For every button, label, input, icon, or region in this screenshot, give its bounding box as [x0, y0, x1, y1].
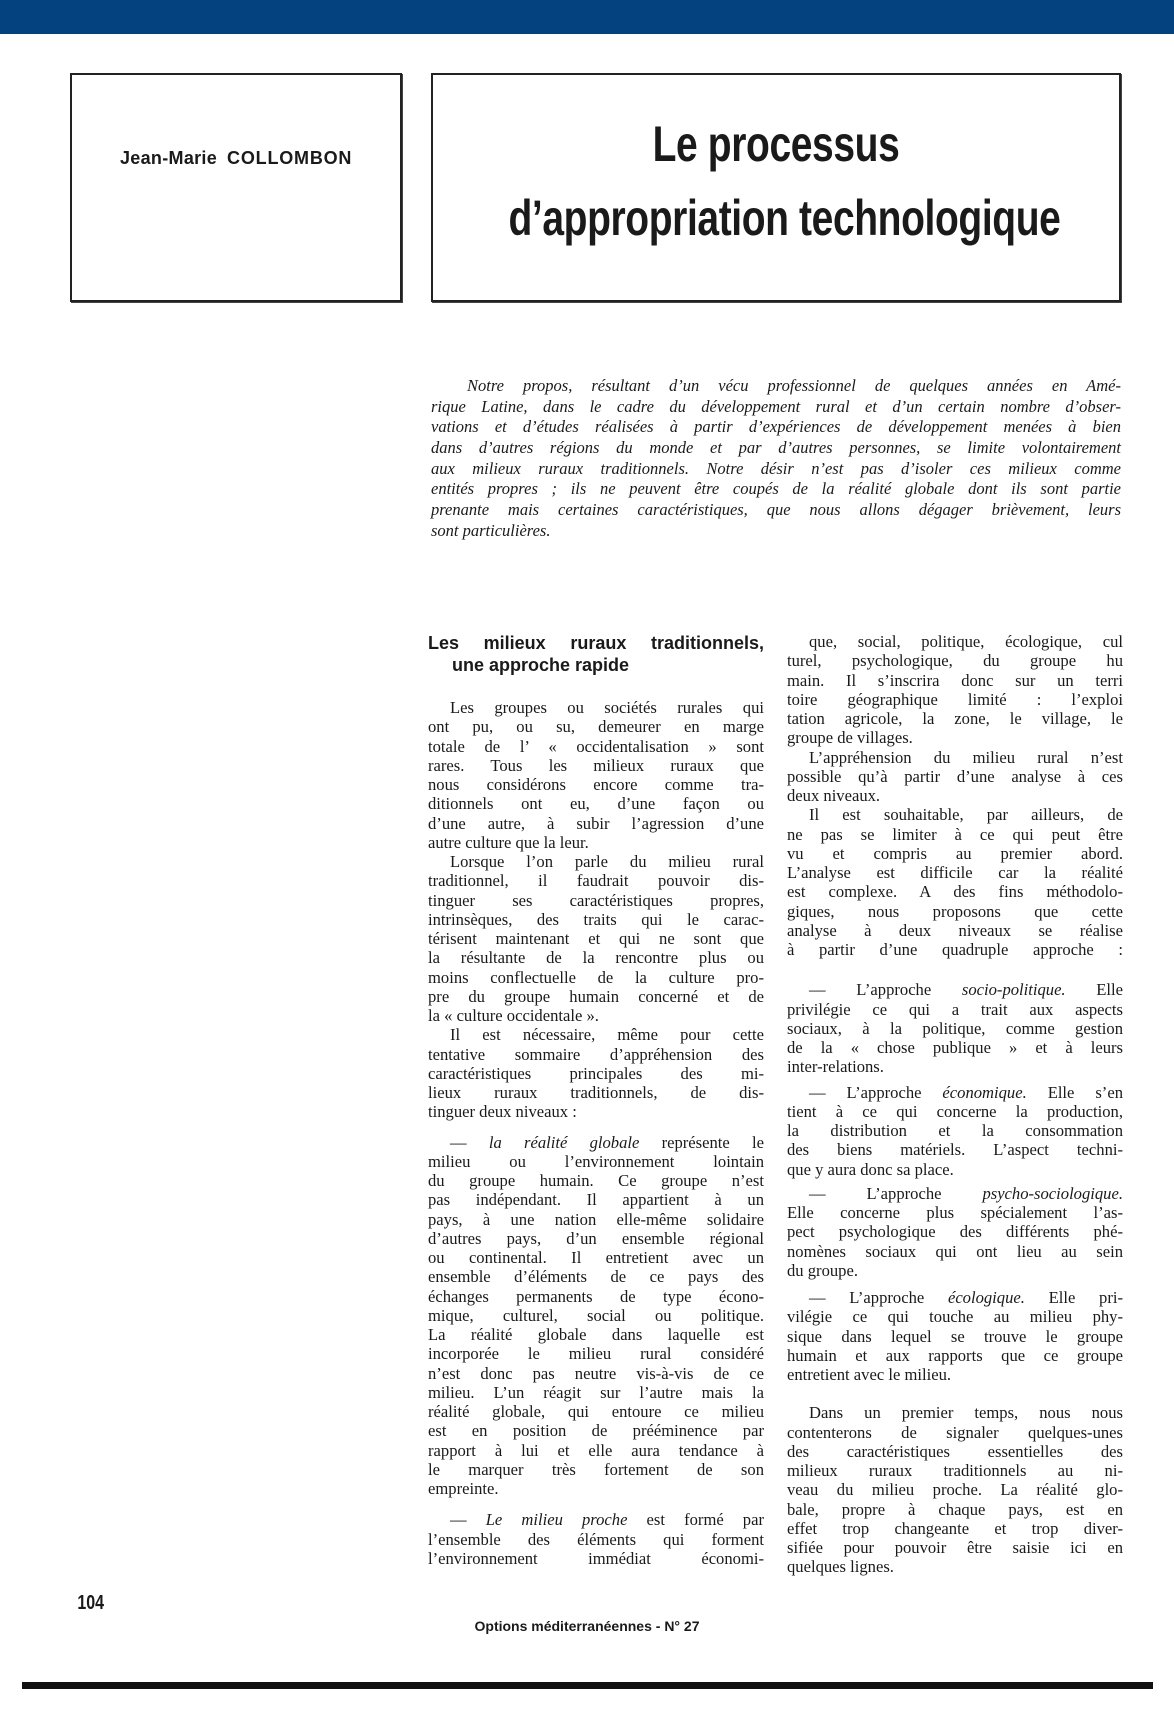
text-line: vu et compris au premier abord. [787, 843, 1123, 863]
text-line [428, 1133, 764, 1152]
text-line: L’appréhension du milieu rural n’est [809, 747, 1123, 767]
text-line: la distribution et la consommation [787, 1121, 1123, 1140]
paragraph [428, 852, 764, 1025]
section-heading-line-1: Les milieux ruraux traditionnels, [428, 633, 764, 653]
abstract-line: dans d’autres régions du monde et par d’autres personnes, se limite volontairement [431, 438, 1121, 458]
text-line: inter-relations. [787, 1057, 884, 1077]
text-line: autre culture que la leur. [428, 832, 589, 852]
text-line: milieux ruraux traditionnels au ni- [787, 1461, 1123, 1480]
abstract-line: aux milieux ruraux traditionnels. Notre désir n’est pas d’isoler ces milieux comme [431, 458, 1121, 478]
text-line [787, 1288, 1123, 1307]
journal-footer: Options méditerranéennes - N° 27 [474, 1618, 700, 1634]
paragraph [787, 980, 1123, 1076]
text-line: tinguer ses caractéristiques propres, [428, 890, 764, 910]
text-block [428, 1133, 764, 1499]
text-line: entretient avec le milieu. [787, 1365, 952, 1384]
abstract [431, 376, 1121, 542]
text-line: sique dans lequel se trouve le groupe [787, 1326, 1123, 1346]
paragraph [428, 1510, 764, 1568]
text-line: traditionnel, il faudrait pouvoir dis- [428, 871, 764, 891]
bottom-rule [22, 1682, 1153, 1689]
text-column-right [787, 632, 1123, 1577]
text-block [428, 698, 764, 1122]
text-line: nous considérons encore comme tra- [428, 775, 764, 794]
text-line: lieux ruraux traditionnels, de dis- [428, 1083, 764, 1102]
text-line: ditionnels ont eu, d’une façon ou [428, 794, 764, 814]
text-line [787, 1184, 1123, 1203]
text-column-left [428, 632, 764, 1568]
text-segment: — [450, 1132, 489, 1152]
text-block [787, 632, 1123, 959]
text-line: pays, à une nation elle-même solidaire [428, 1209, 764, 1229]
italic-term: socio-politique. [961, 980, 1066, 1000]
abstract-line: Notre propos, résultant d’un vécu professionnel de quelques années en Amé- [467, 376, 1121, 395]
paragraph [787, 748, 1123, 806]
italic-term: économique. [942, 1082, 1027, 1102]
text-line: échanges permanents de type écono- [428, 1286, 764, 1306]
text-line: Les groupes ou sociétés rurales qui [450, 698, 764, 717]
text-line: n’est donc pas neutre vis-à-vis de ce [428, 1363, 764, 1383]
paragraph [787, 1083, 1123, 1179]
text-segment: représente le [639, 1132, 764, 1152]
text-line: d’une autre, à subir l’agression d’une [428, 813, 764, 833]
italic-term: Le milieu proche [485, 1510, 628, 1530]
text-line: ne pas se limiter à ce qui peut être [787, 824, 1123, 844]
text-segment: — L’approche [809, 1288, 948, 1307]
text-line: d’autres pays, d’un ensemble régional [428, 1228, 764, 1248]
text-segment: — L’approche [809, 980, 962, 1000]
text-line: est complexe. A des fins méthodolo- [787, 882, 1123, 902]
paragraph [787, 632, 1123, 748]
text-line: humain et aux rapports que ce groupe [787, 1345, 1123, 1365]
text-line: le marquer très fortement de son [428, 1459, 764, 1479]
text-line: mique, culturel, social ou politique. [428, 1305, 764, 1325]
text-line: quelques lignes. [787, 1557, 894, 1577]
text-block [787, 1403, 1123, 1576]
text-line: tinguer deux niveaux : [428, 1102, 577, 1122]
text-line: des biens matériels. L’aspect techni- [787, 1140, 1123, 1160]
author-box [70, 73, 402, 302]
text-line: effet trop changeante et trop diver- [787, 1518, 1123, 1538]
text-line: tation agricole, la zone, le village, le [787, 709, 1123, 728]
text-line: intrinsèques, des traits qui le carac- [428, 909, 764, 929]
paragraph [787, 1288, 1123, 1384]
text-line: Dans un premier temps, nous nous [809, 1403, 1123, 1423]
text-line: milieu. L’un réagit sur l’autre mais la [428, 1382, 764, 1402]
text-line: des caractéristiques essentielles des [787, 1441, 1123, 1461]
text-line: vilégie ce qui touche au milieu phy- [787, 1307, 1123, 1327]
author-name [120, 148, 352, 169]
text-line: privilégie ce qui a trait aux aspects [787, 999, 1123, 1019]
text-line: Il est souhaitable, par ailleurs, de [809, 805, 1123, 825]
text-line: totale de l’ « occidentalisation » sont [428, 736, 764, 756]
italic-term: écologique. [947, 1288, 1025, 1307]
text-line: ont pu, ou su, demeurer en marge [428, 717, 764, 737]
text-block [787, 1184, 1123, 1280]
text-line: pect psychologique des différents phé- [787, 1222, 1123, 1242]
text-line: main. Il s’inscrira donc sur un terri [787, 670, 1123, 690]
text-line: que y aura donc sa place. [787, 1159, 954, 1179]
left-column-body [428, 698, 764, 1568]
text-line: contenterons de signaler quelques-unes [787, 1422, 1123, 1442]
text-line: rares. Tous les milieux ruraux que [428, 755, 764, 775]
text-line: Elle concerne plus spécialement l’as- [787, 1203, 1123, 1222]
section-heading [428, 632, 764, 676]
text-line: milieu ou l’environnement lointain [428, 1151, 764, 1171]
text-line: du groupe humain. Ce groupe n’est [428, 1171, 764, 1190]
italic-term: la réalité globale [488, 1132, 640, 1152]
text-line: pre du groupe humain concerné et de [428, 986, 764, 1006]
right-column-body [787, 632, 1123, 1577]
text-block [787, 980, 1123, 1076]
text-line: que, social, politique, écologique, cul [809, 632, 1123, 651]
text-line: Il est nécessaire, même pour cette [450, 1025, 764, 1045]
abstract-line: sont particulières. [431, 520, 551, 540]
text-line: moins conflectuelle de la culture pro- [428, 967, 764, 987]
text-line: rapport à lui et elle aura tendance à [428, 1440, 764, 1460]
author-first-name: Jean-Marie [120, 148, 218, 168]
text-line: empreinte. [428, 1479, 499, 1498]
text-segment: Elle [1065, 980, 1123, 1000]
text-line: possible qu’à partir d’une analyse à ces [787, 766, 1123, 786]
text-line: L’analyse est difficile car la réalité [787, 863, 1123, 882]
paragraph [428, 698, 764, 852]
text-line: nomènes sociaux qui ont lieu au sein [787, 1241, 1123, 1261]
text-line: caractéristiques principales des mi- [428, 1063, 764, 1083]
page-number: 104 [77, 1592, 105, 1614]
text-line: sociaux, à la politique, comme gestion [787, 1018, 1123, 1038]
text-line: toire géographique limité : l’exploi [787, 689, 1123, 709]
text-line: Lorsque l’on parle du milieu rural [450, 852, 764, 871]
abstract-line: vations et d’études réalisées à partir d’expériences de développement menées à bien [431, 417, 1121, 437]
text-line: du groupe. [787, 1260, 858, 1280]
article-title-line-1: Le processus [652, 116, 900, 172]
text-line: est en position de prééminence par [428, 1421, 764, 1441]
text-line: réalité globale, qui entoure ce milieu [428, 1402, 764, 1421]
text-line: veau du milieu proche. La réalité glo- [787, 1480, 1123, 1500]
text-line: analyse à deux niveaux se réalise [787, 920, 1123, 940]
text-line: sifiée pour pouvoir être saisie ici en [787, 1538, 1123, 1557]
text-line: tient à ce qui concerne la production, [787, 1101, 1123, 1121]
text-line: turel, psychologique, du groupe hu [787, 651, 1123, 671]
abstract-line: rique Latine, dans le cadre du développement rural et d’un certain nombre d’obser- [431, 396, 1121, 416]
text-line: de la « chose publique » et à leurs [787, 1038, 1123, 1057]
text-line: la « culture occidentale ». [428, 1006, 599, 1025]
text-segment: — L’approche [809, 1183, 983, 1203]
text-line [787, 980, 1123, 999]
text-line: bale, propre à chaque pays, est en [787, 1499, 1123, 1519]
title-box [431, 73, 1121, 302]
paragraph [428, 1025, 764, 1121]
text-line: groupe de villages. [787, 728, 913, 748]
text-line: la résultante de la rencontre plus ou [428, 948, 764, 968]
paragraph [428, 1133, 764, 1499]
article-title-line-2: d’appropriation technologique [508, 190, 1061, 246]
text-segment: est formé par [627, 1510, 764, 1530]
text-line [787, 1083, 1123, 1102]
text-line: incorporée le milieu rural considéré [428, 1344, 764, 1364]
text-segment: Elle pri- [1024, 1288, 1123, 1307]
text-line: à partir d’une quadruple approche : [787, 940, 1123, 959]
paragraph [787, 1184, 1123, 1280]
text-line: térisent maintenant et qui ne sont que [428, 929, 764, 948]
text-line: l’ensemble des éléments qui forment [428, 1529, 764, 1549]
paragraph [787, 1403, 1123, 1576]
abstract-line: prenante mais certaines caractéristiques, que nous allons dégager brièvement, leurs [431, 500, 1121, 520]
text-segment: — L’approche [809, 1082, 943, 1102]
section-heading-line-2: une approche rapide [452, 655, 630, 675]
author-last-name: COLLOMBON [227, 148, 353, 168]
text-block [787, 1083, 1123, 1179]
text-block [428, 1510, 764, 1568]
text-block [787, 1288, 1123, 1384]
text-line: deux niveaux. [787, 786, 881, 805]
text-line: l’environnement immédiat économi- [428, 1548, 764, 1568]
paragraph [787, 805, 1123, 959]
text-line [428, 1510, 764, 1529]
text-line: tentative sommaire d’appréhension des [428, 1044, 764, 1064]
text-line: La réalité globale dans laquelle est [428, 1325, 764, 1344]
text-segment: — [450, 1510, 486, 1530]
text-line: giques, nous proposons que cette [787, 901, 1123, 921]
top-color-band [0, 0, 1174, 34]
text-line: pas indépendant. Il appartient à un [428, 1190, 764, 1210]
text-segment: Elle s’en [1026, 1082, 1123, 1102]
abstract-line: entités propres ; ils ne peuvent être coupés de la réalité globale dont ils sont partie [431, 479, 1121, 499]
text-line: ou continental. Il entretient avec un [428, 1248, 764, 1267]
italic-term: psycho-sociologique. [982, 1183, 1123, 1203]
text-line: ensemble d’éléments de ce pays des [428, 1267, 764, 1287]
